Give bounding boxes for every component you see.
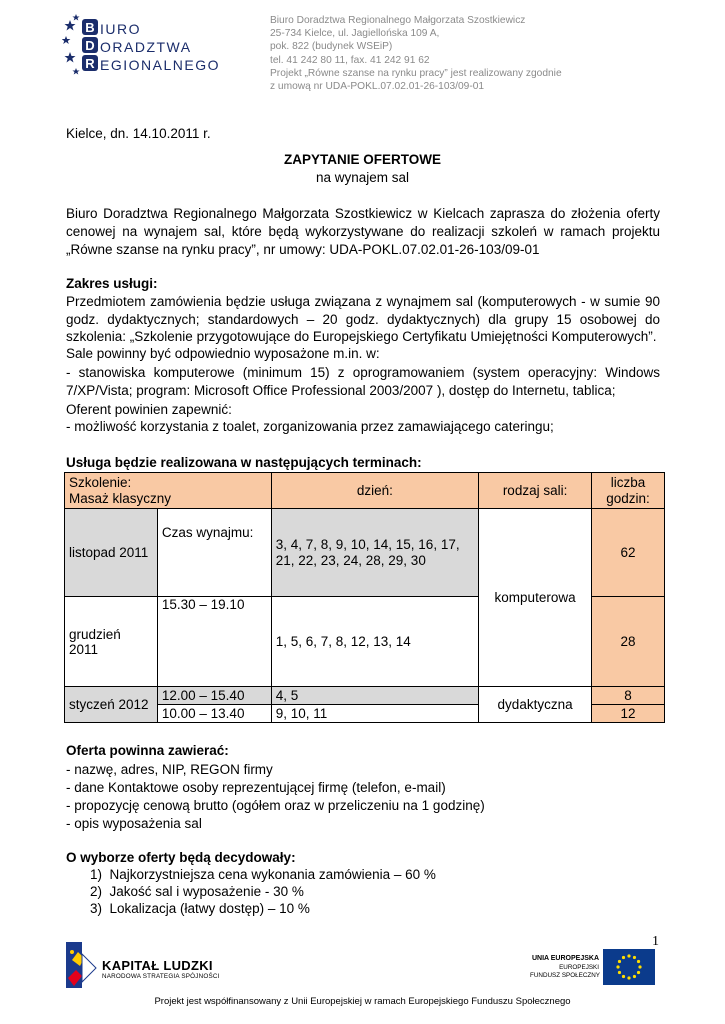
day-header: dzień: [271, 473, 478, 509]
kapital-ludzki-logo [62, 940, 100, 990]
hours-cell: 62 [592, 509, 665, 597]
days-cell: 1, 5, 6, 7, 8, 12, 13, 14 [271, 597, 478, 687]
list-item: 1) Najkorzystniejsza cena wykonania zamówienia – 60 % [90, 867, 436, 882]
document-subtitle: na wynajem sal [315, 170, 410, 185]
hours-header [592, 473, 665, 509]
address-line: Projekt „Równe szanse na rynku pracy” jest realizowany zgodnie [270, 67, 562, 79]
criteria-heading: O wyborze oferty będą decydowały: [66, 850, 296, 865]
address-line: 25-734 Kielce, ul. Jagiellońska 109 A, [270, 28, 440, 40]
address-line: z umową nr UDA-POKL.07.02.01-26-103/09-01 [270, 81, 485, 93]
rental-time-label: Czas wynajmu: [157, 509, 271, 597]
hours-header-line1: liczba [610, 474, 646, 490]
offer-heading: Oferta powinna zawierać: [66, 743, 229, 758]
list-item: 2) Jakość sal i wyposażenie - 30 % [90, 884, 304, 899]
list-item: - nazwę, adres, NIP, REGON firmy [66, 762, 273, 777]
logo-word-3: EGIONALNEGO [100, 57, 220, 73]
document-date: Kielce, dn. 14.10.2011 r. [66, 126, 211, 141]
eu-star-icon [637, 971, 640, 974]
month-cell: grudzień 2011 [65, 597, 158, 687]
eu-label-2: EUROPEJSKI [559, 964, 599, 971]
criteria-list [90, 866, 436, 917]
hours-cell: 8 [592, 687, 665, 705]
eu-star-icon [618, 971, 621, 974]
scope-text: Przedmiotem zamówienia będzie usługa związana z wynajmem sal (komputerowych - w sumie 90 godz. dydaktycznych; standardowych – 20 godz. dydaktycznych) dla grupy 15 osobowej do szkolenia: „Szkolenie przygotowujące do Europejskiego Certyfikatu Umiejętności Komputerowych”. [66, 294, 660, 344]
eu-star-icon [616, 965, 619, 968]
page-number: 1 [652, 934, 659, 949]
room-type-cell: komputerowa [479, 509, 592, 687]
month-cell: listopad 2011 [65, 509, 158, 597]
days-cell: 9, 10, 11 [271, 705, 478, 723]
address-line: pok. 822 (budynek WSEiP) [270, 41, 393, 53]
logo-word-2: ORADZTWA [100, 39, 192, 55]
month-cell: styczeń 2012 [65, 687, 158, 723]
days-cell: 4, 5 [271, 687, 478, 705]
address-line: Biuro Doradztwa Regionalnego Małgorzata Szostkiewicz [270, 15, 526, 26]
eu-star-icon [627, 954, 630, 957]
document-title: ZAPYTANIE OFERTOWE [283, 152, 441, 167]
list-item: 3) Lokalizacja (łatwy dostęp) – 10 % [90, 901, 310, 916]
list-item: - propozycję cenową brutto (ogółem oraz w przeliczeniu na 1 godzinę) [66, 798, 485, 813]
eu-star-icon [618, 960, 621, 963]
schedule-table [64, 472, 665, 723]
training-label: Szkolenie: [69, 474, 132, 490]
days-cell: 3, 4, 7, 8, 9, 10, 14, 15, 16, 17, 21, 22, 23, 24, 28, 29, 30 [271, 509, 478, 597]
address-line: tel. 41 242 80 11, fax. 41 242 91 62 [270, 54, 430, 66]
room-type-cell: dydaktyczna [479, 687, 592, 723]
list-item: - opis wyposażenia sal [66, 816, 202, 831]
time-cell: 10.00 – 13.40 [157, 705, 271, 723]
time-cell: 15.30 – 19.10 [157, 597, 271, 687]
eu-flag [603, 949, 655, 985]
table-row [65, 509, 665, 597]
hours-cell: 12 [592, 705, 665, 723]
eu-star-icon [637, 960, 640, 963]
provider-item: - możliwość korzystania z toalet, zorganizowania przez zamawiającego cateringu; [66, 419, 554, 434]
provider-intro: Oferent powinien zapewnić: [66, 402, 232, 417]
kapital-ludzki-emblem-icon [62, 940, 100, 990]
training-name: Masaż klasyczny [69, 490, 172, 506]
time-cell: 12.00 – 15.40 [157, 687, 271, 705]
table-header-row [65, 473, 665, 509]
equipment-item: - stanowiska komputerowe (minimum 15) z oprogramowaniem (system operacyjny: Windows 7/XP/Vista; program: Microsoft Office Professional 2003/2007 ), dostęp do Internetu, tablica; [66, 365, 660, 398]
list-item: - dane Kontaktowe osoby reprezentującej firmę (telefon, e-mail) [66, 780, 446, 795]
table-row [65, 687, 665, 705]
scope-heading: Zakres usługi: [66, 276, 158, 291]
eu-star-icon [622, 975, 625, 978]
cofinancing-note: Projekt jest współfinansowany z Unii Europejskiej w ramach Europejskiego Funduszu Społecznego [154, 996, 571, 1007]
eu-flag-icon [603, 949, 655, 985]
company-address [270, 14, 562, 93]
logo-initial-r: R [85, 56, 95, 71]
kapital-ludzki-subtitle: NARODOWA STRATEGIA SPÓJNOŚCI [102, 973, 220, 980]
logo-initials [82, 19, 98, 73]
eu-star-icon [638, 965, 641, 968]
eu-label-3: FUNDUSZ SPOŁECZNY [530, 972, 600, 979]
hours-header-line2: godzin: [606, 490, 650, 506]
eu-label-1: UNIA EUROPEJSKA [531, 955, 599, 962]
eu-star-icon [633, 956, 636, 959]
eu-star-icon [622, 956, 625, 959]
eu-star-icon [633, 975, 636, 978]
logo-word-1: IURO [100, 21, 141, 37]
logo-words [100, 20, 220, 74]
eu-star-icon [627, 976, 630, 979]
room-type-header: rodzaj sali: [479, 473, 592, 509]
terms-heading: Usługa będzie realizowana w następujących terminach: [66, 455, 422, 470]
hours-cell: 28 [592, 597, 665, 687]
training-header-cell [65, 473, 272, 509]
logo-initial-d: D [85, 38, 95, 53]
equipment-intro: Sale powinny być odpowiednio wyposażone m.in. w: [66, 346, 380, 361]
kapital-ludzki-title: KAPITAŁ LUDZKI [102, 958, 213, 973]
offer-list [66, 761, 485, 833]
logo-initial-b: B [85, 20, 95, 35]
intro-paragraph: Biuro Doradztwa Regionalnego Małgorzata Szostkiewicz w Kielcach zaprasza do złożenia oferty cenowej na wynajem sal, które będą wykorzystywane do realizacji szkoleń w ramach projektu „Równe szanse na rynku pracy”, nr umowy: UDA-POKL.07.02.01-26-103/09-01 [66, 206, 660, 257]
